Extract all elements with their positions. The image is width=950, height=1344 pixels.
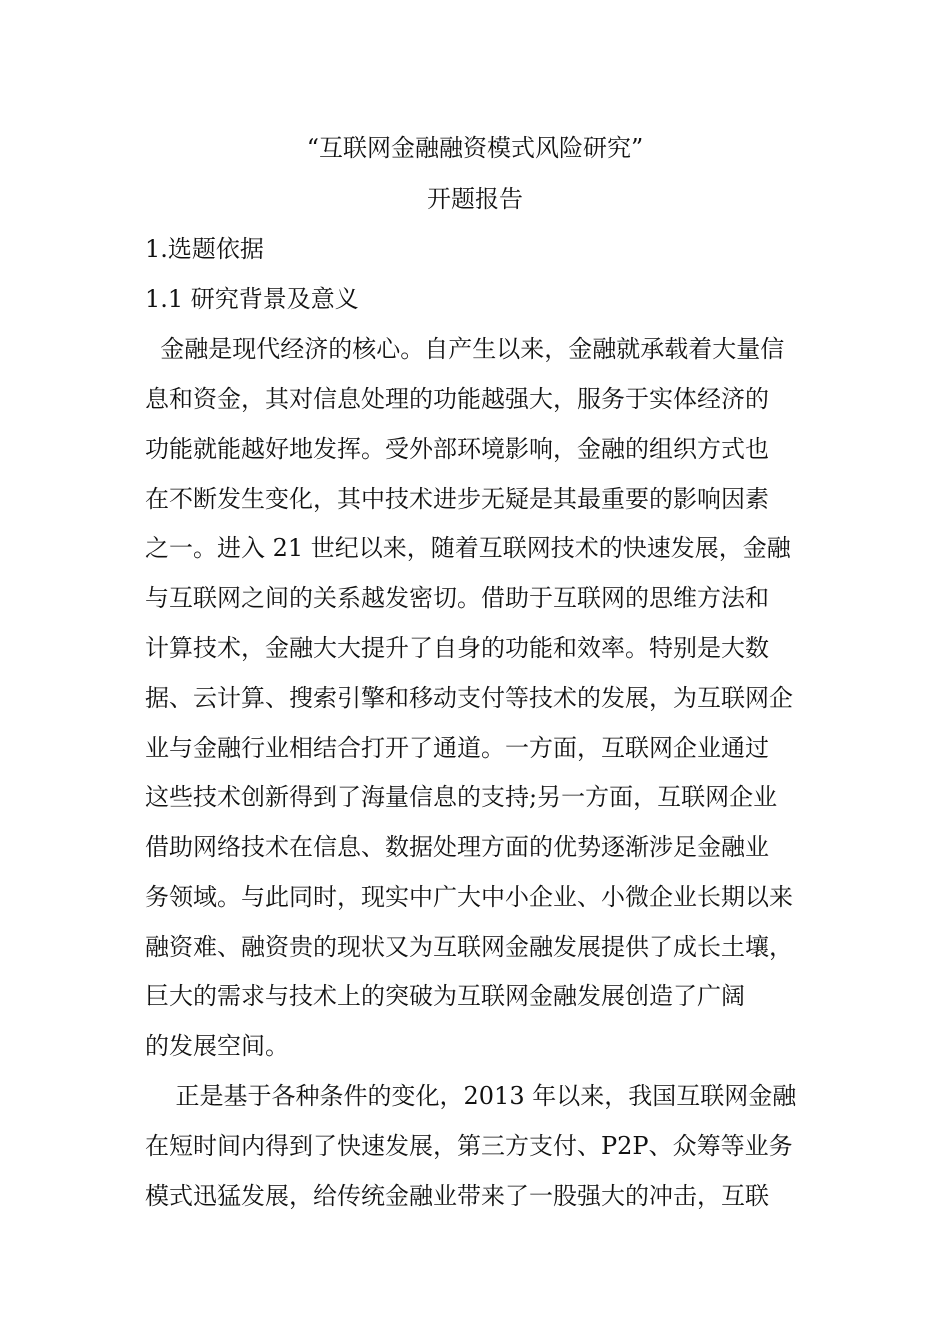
paragraph-line: 融资难、融资贵的现状又为互联网金融发展提供了成长土壤，: [145, 933, 793, 961]
paragraph-line: 计算技术，金融大大提升了自身的功能和效率。特别是大数: [145, 634, 769, 662]
paragraph-line: 的发展空间。: [145, 1032, 289, 1060]
paragraph-line: 在不断发生变化，其中技术进步无疑是其最重要的影响因素: [145, 485, 769, 513]
document-subtitle: 开题报告: [427, 185, 523, 213]
paragraph-line: 巨大的需求与技术上的突破为互联网金融发展创造了广阔: [145, 982, 745, 1010]
paragraph-line: 与互联网之间的关系越发密切。借助于互联网的思维方法和: [145, 584, 769, 612]
paragraph-line: 借助网络技术在信息、数据处理方面的优势逐渐涉足金融业: [145, 833, 769, 861]
paragraph-line: 在短时间内得到了快速发展，第三方支付、P2P、众筹等业务: [145, 1132, 793, 1160]
paragraph-line: 金融是现代经济的核心。自产生以来，金融就承载着大量信: [145, 335, 785, 363]
section-heading: 1.选题依据: [145, 235, 264, 263]
paragraph-line: 据、云计算、搜索引擎和移动支付等技术的发展，为互联网企: [145, 684, 793, 712]
document-title: “互联网金融融资模式风险研究”: [306, 134, 644, 162]
paragraph-line: 之一。进入 21 世纪以来，随着互联网技术的快速发展，金融: [145, 534, 791, 562]
paragraph-line: 务领域。与此同时，现实中广大中小企业、小微企业长期以来: [145, 883, 793, 911]
paragraph-line: 业与金融行业相结合打开了通道。一方面，互联网企业通过: [145, 734, 769, 762]
paragraph-line: 这些技术创新得到了海量信息的支持;另一方面，互联网企业: [145, 783, 778, 811]
paragraph-line: 息和资金，其对信息处理的功能越强大，服务于实体经济的: [145, 385, 769, 413]
subsection-heading: 1.1 研究背景及意义: [145, 285, 359, 313]
paragraph-line: 功能就能越好地发挥。受外部环境影响，金融的组织方式也: [145, 435, 769, 463]
paragraph-line: 正是基于各种条件的变化，2013 年以来，我国互联网金融: [145, 1082, 797, 1110]
paragraph-line: 模式迅猛发展，给传统金融业带来了一股强大的冲击，互联: [145, 1182, 769, 1210]
